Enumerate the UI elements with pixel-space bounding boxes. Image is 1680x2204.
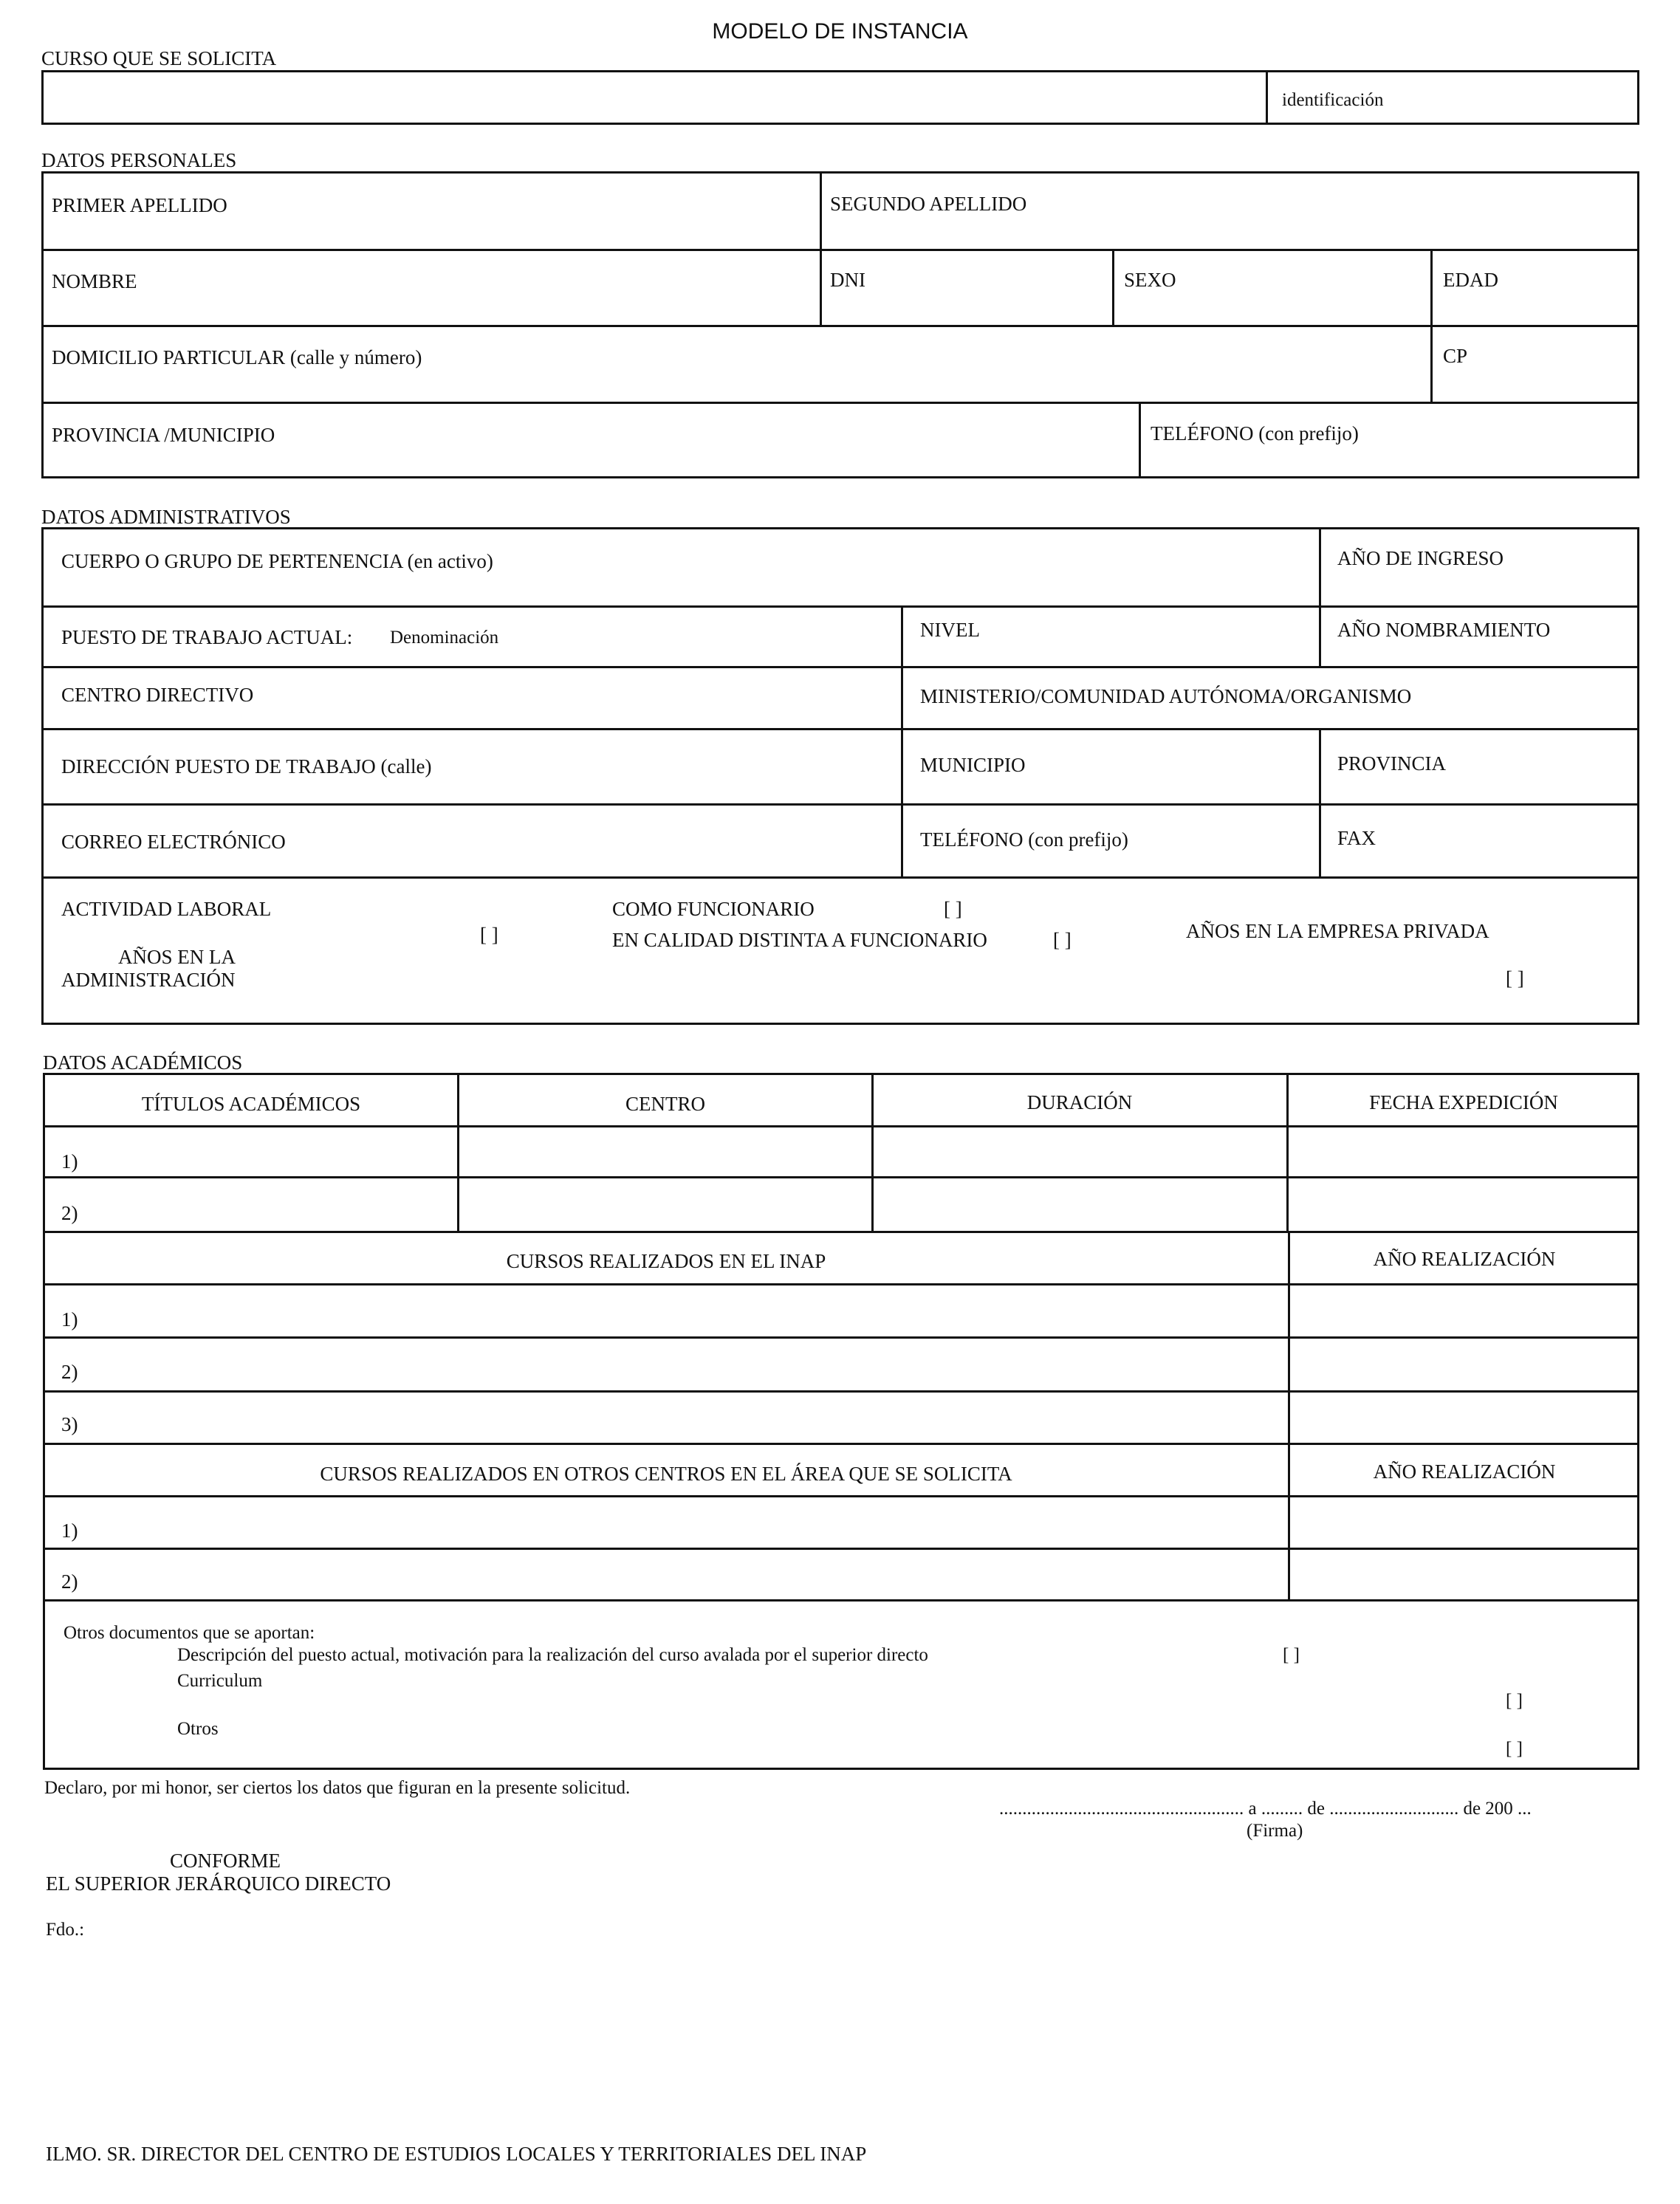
centro-1-field[interactable] [459, 1127, 869, 1174]
personales-heading: DATOS PERSONALES [41, 149, 237, 171]
provincia-municipio-label: PROVINCIA /MUNICIPIO [52, 424, 275, 446]
telefono-trabajo-label: TELÉFONO (con prefijo) [920, 828, 1128, 851]
conforme-label: CONFORME [170, 1850, 281, 1872]
inap-row-2-label: 2) [61, 1361, 78, 1383]
inap-curso-1-field[interactable] [81, 1285, 1285, 1334]
otros-ano-1-field[interactable] [1290, 1497, 1637, 1545]
otros-ano-2-field[interactable] [1290, 1550, 1637, 1597]
centro-directivo-label: CENTRO DIRECTIVO [61, 684, 254, 706]
curriculum-label: Curriculum [177, 1671, 263, 1691]
anos-admin-checkbox[interactable]: [ ] [480, 924, 498, 946]
page-title: MODELO DE INSTANCIA [712, 19, 968, 44]
ano-ingreso-label: AÑO DE INGRESO [1337, 547, 1504, 569]
nombre-field[interactable] [44, 251, 817, 323]
cuerpo-label: CUERPO O GRUPO DE PERTENENCIA (en activo) [61, 550, 493, 572]
empresa-privada-label: AÑOS EN LA EMPRESA PRIVADA [1186, 920, 1489, 942]
row-divider [43, 1443, 1639, 1445]
sexo-label: SEXO [1124, 269, 1176, 291]
otros-row-1-label: 1) [61, 1520, 78, 1542]
director-addressee: ILMO. SR. DIRECTOR DEL CENTRO DE ESTUDIOS LOCALES Y TERRITORIALES DEL INAP [46, 2143, 867, 2165]
direccion-label: DIRECCIÓN PUESTO DE TRABAJO (calle) [61, 755, 432, 777]
curso-heading: CURSO QUE SE SOLICITA [41, 47, 277, 69]
superior-label: EL SUPERIOR JERÁRQUICO DIRECTO [46, 1872, 391, 1895]
nombre-label: NOMBRE [52, 270, 137, 292]
firma-label: (Firma) [1247, 1821, 1303, 1841]
edad-label: EDAD [1443, 269, 1498, 291]
otros-centros-heading: CURSOS REALIZADOS EN OTROS CENTROS EN EL ÁREA QUE SE SOLICITA [320, 1463, 1012, 1485]
header-fecha: FECHA EXPEDICIÓN [1369, 1091, 1558, 1113]
row-divider [43, 1599, 1639, 1601]
calidad-distinta-label: EN CALIDAD DISTINTA A FUNCIONARIO [612, 929, 987, 951]
fax-label: FAX [1337, 827, 1376, 849]
telefono-personal-label: TELÉFONO (con prefijo) [1151, 422, 1359, 444]
como-funcionario-checkbox[interactable]: [ ] [944, 898, 962, 920]
curriculum-checkbox[interactable]: [ ] [1506, 1691, 1523, 1711]
nivel-label: NIVEL [920, 619, 980, 641]
duracion-1-field[interactable] [874, 1127, 1284, 1174]
fecha-line[interactable]: ..................................................... a ......... de ............................ de 200 ... [999, 1799, 1532, 1819]
puesto-label: PUESTO DE TRABAJO ACTUAL: [61, 626, 353, 648]
inap-row-3-label: 3) [61, 1413, 78, 1435]
curso-field[interactable] [44, 72, 1266, 123]
anos-admin-label-2: ADMINISTRACIÓN [61, 969, 236, 991]
inap-ano-1-field[interactable] [1290, 1285, 1637, 1334]
provincia-trabajo-label: PROVINCIA [1337, 752, 1447, 775]
declaracion-text: Declaro, por mi honor, ser ciertos los datos que figuran en la presente solicitud. [44, 1778, 631, 1798]
actividad-label: ACTIVIDAD LABORAL [61, 898, 272, 920]
otros-curso-1-field[interactable] [81, 1497, 1285, 1545]
header-duracion: DURACIÓN [1026, 1091, 1133, 1113]
inap-row-1-label: 1) [61, 1308, 78, 1331]
inap-ano-3-field[interactable] [1290, 1393, 1637, 1441]
inap-curso-3-field[interactable] [81, 1393, 1285, 1441]
header-titulos: TÍTULOS ACADÉMICOS [141, 1093, 361, 1115]
como-funcionario-label: COMO FUNCIONARIO [612, 898, 815, 920]
anos-admin-label-1: AÑOS EN LA [118, 946, 236, 968]
fecha-2-field[interactable] [1289, 1178, 1637, 1229]
titulo-2-field[interactable] [81, 1178, 454, 1229]
descripcion-checkbox[interactable]: [ ] [1283, 1645, 1300, 1665]
fecha-1-field[interactable] [1289, 1127, 1637, 1174]
inap-heading: CURSOS REALIZADOS EN EL INAP [506, 1250, 826, 1272]
otros-row-2-label: 2) [61, 1570, 78, 1593]
segundo-apellido-label: SEGUNDO APELLIDO [830, 193, 1027, 215]
titulo-row-1-label: 1) [61, 1150, 78, 1173]
inap-curso-2-field[interactable] [81, 1339, 1285, 1388]
empresa-privada-checkbox[interactable]: [ ] [1506, 967, 1524, 989]
fdo-label: Fdo.: [46, 1920, 85, 1940]
ano-nombramiento-label: AÑO NOMBRAMIENTO [1337, 619, 1551, 641]
row-divider [43, 1231, 1639, 1233]
descripcion-label: Descripción del puesto actual, motivación para la realización del curso avalada por el superior directo [177, 1645, 928, 1665]
inap-ano-2-field[interactable] [1290, 1339, 1637, 1388]
inap-year-heading: AÑO REALIZACIÓN [1373, 1248, 1556, 1270]
otros-curso-2-field[interactable] [81, 1550, 1285, 1597]
administrativos-heading: DATOS ADMINISTRATIVOS [41, 506, 291, 528]
cp-label: CP [1443, 345, 1468, 367]
fdo-signature-field[interactable] [96, 1916, 539, 1946]
titulo-1-field[interactable] [81, 1127, 454, 1174]
academicos-heading: DATOS ACADÉMICOS [43, 1051, 243, 1074]
duracion-2-field[interactable] [874, 1178, 1284, 1229]
titulo-row-2-label: 2) [61, 1202, 78, 1224]
domicilio-label: DOMICILIO PARTICULAR (calle y número) [52, 346, 422, 368]
documentos-heading: Otros documentos que se aportan: [64, 1623, 315, 1643]
identificacion-label: identificación [1282, 90, 1384, 110]
primer-apellido-label: PRIMER APELLIDO [52, 194, 227, 216]
otros-year-heading: AÑO REALIZACIÓN [1373, 1460, 1556, 1483]
municipio-label: MUNICIPIO [920, 754, 1026, 776]
ministerio-label: MINISTERIO/COMUNIDAD AUTÓNOMA/ORGANISMO [920, 685, 1412, 707]
dni-label: DNI [830, 269, 865, 291]
denominacion-label: Denominación [390, 628, 499, 648]
row-divider [41, 876, 1639, 879]
otros-checkbox[interactable]: [ ] [1506, 1739, 1523, 1759]
calidad-distinta-checkbox[interactable]: [ ] [1053, 929, 1072, 951]
centro-2-field[interactable] [459, 1178, 869, 1229]
header-centro: CENTRO [625, 1093, 705, 1115]
otros-label: Otros [177, 1719, 219, 1739]
correo-label: CORREO ELECTRÓNICO [61, 831, 286, 853]
